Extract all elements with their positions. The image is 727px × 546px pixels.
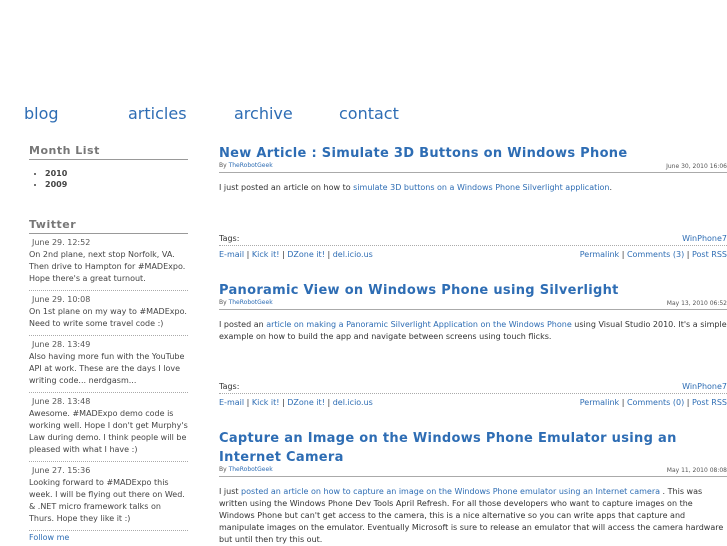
body-link[interactable]: simulate 3D buttons on a Windows Phone Silverlight application (353, 183, 610, 192)
kick-it-link[interactable]: Kick it! (251, 398, 280, 407)
comments-link[interactable]: Comments (3) (626, 250, 685, 259)
dzone-link[interactable]: DZone it! (287, 398, 325, 407)
nav-archive[interactable]: archive (234, 104, 293, 123)
post-body (219, 182, 727, 194)
author-link[interactable]: TheRobotGeek (228, 162, 273, 169)
month-list (29, 168, 188, 190)
email-link[interactable]: E-mail (219, 250, 245, 259)
month-link-2010[interactable]: 2010 (45, 169, 68, 178)
tweet-text: Also having more fun with the YouTube API at work. These are the days I love writing code... nerdgasm... (29, 352, 185, 385)
byline-by: By (219, 466, 227, 473)
body-text: I just (219, 487, 242, 496)
post-title-link[interactable]: New Article : Simulate 3D Buttons on Windows Phone (219, 146, 628, 161)
author-link[interactable]: TheRobotGeek (228, 299, 273, 306)
post-byline (219, 299, 727, 310)
permalink-link[interactable]: Permalink (579, 250, 620, 259)
tweet-time: June 29. 12:52 (32, 238, 91, 247)
kick-it-link[interactable]: Kick it! (251, 250, 280, 259)
author-link[interactable]: TheRobotGeek (228, 466, 273, 473)
permalink-link[interactable]: Permalink (579, 398, 620, 407)
tweet-time: June 27. 15:36 (32, 466, 91, 475)
body-link[interactable]: article on making a Panoramic Silverlight Application on the Windows Phone (266, 320, 572, 329)
tags-label: Tags: (219, 382, 240, 391)
post-body (219, 486, 727, 546)
body-text: I posted an (219, 320, 267, 329)
post-date: June 30, 2010 16:06 (666, 163, 727, 170)
month-link-2009[interactable]: 2009 (45, 180, 68, 189)
tweet-item (29, 393, 188, 462)
delicious-link[interactable]: del.icio.us (332, 398, 373, 407)
post-rss-link[interactable]: Post RSS (692, 398, 727, 407)
tweet-text: On 2nd plane, next stop Norfolk, VA. Then drive to Hampton for #MADExpo. Hope there's a great turnout. (29, 250, 186, 283)
tweet-time: June 28. 13:49 (32, 340, 91, 349)
tweet-item (29, 234, 188, 291)
body-text: . This was written using the Windows Phone Dev Tools April Refresh. For all those developers who want to capture images on the Windows Phone but can't get access to the camera, this is a nice alternative so you can write apps that capture and manipulate images on the emulator. Eventually Microsoft is sure to release an emulator that will access the camera hardware but until then try this out. (219, 487, 724, 544)
byline-by: By (219, 299, 227, 306)
follow-me-link[interactable]: Follow me (29, 533, 70, 542)
body-text: . (609, 183, 612, 192)
post (219, 142, 727, 259)
dzone-link[interactable]: DZone it! (287, 250, 325, 259)
body-link[interactable]: posted an article on how to capture an image on the Windows Phone emulator using an Internet camera (241, 487, 661, 496)
post-title-link[interactable]: Capture an Image on the Windows Phone Emulator using an Internet Camera (219, 431, 677, 465)
email-link[interactable]: E-mail (219, 398, 245, 407)
tweet-text: Looking forward to #MADExpo this week. I will be flying out there on Wed. & .NET micro framework talks on Thurs. Hope they like it :) (29, 478, 185, 523)
post (219, 427, 727, 546)
post-links: Permalink | Comments (0) | Post RSS (579, 398, 727, 407)
month-list-title: Month List (29, 144, 188, 160)
post-tags (219, 234, 727, 246)
body-text: using Visual Studio 2010. It's a simple example on how to build the app and navigate between screens using touch flicks. (219, 320, 727, 341)
tweet-item (29, 291, 188, 336)
tags-label: Tags: (219, 234, 240, 243)
tag-link[interactable]: WinPhone7 (682, 382, 727, 391)
tweet-time: June 29. 10:08 (32, 295, 91, 304)
tweet-time: June 28. 13:48 (32, 397, 91, 406)
tweet-text: On 1st plane on my way to #MADExpo. Need to write some travel code :) (29, 307, 187, 328)
post-date: May 13, 2010 06:52 (666, 300, 727, 307)
tweet-item (29, 462, 188, 531)
post (219, 279, 727, 407)
tag-link[interactable]: WinPhone7 (682, 234, 727, 243)
post-tags (219, 382, 727, 394)
post-rss-link[interactable]: Post RSS (692, 250, 727, 259)
top-nav (0, 104, 727, 126)
post-actions: E-mail | Kick it! | DZone it! | del.icio.us Permalink | Comments (3) | Post RSS (219, 250, 727, 259)
post-date: May 11, 2010 08:08 (666, 467, 727, 474)
post-links: Permalink | Comments (3) | Post RSS (579, 250, 727, 259)
post-body (219, 319, 727, 343)
tweet-text: Awesome. #MADExpo demo code is working well. Hope I don't get Murphy's Law during demo. I think people will be pleased with what I have :) (29, 409, 188, 454)
byline-by: By (219, 162, 227, 169)
nav-contact[interactable]: contact (339, 104, 399, 123)
tweet-item (29, 336, 188, 393)
nav-blog[interactable]: blog (24, 104, 59, 123)
post-actions: E-mail | Kick it! | DZone it! | del.icio.us Permalink | Comments (0) | Post RSS (219, 398, 727, 407)
month-item (45, 168, 188, 179)
post-byline (219, 162, 727, 173)
post-title-link[interactable]: Panoramic View on Windows Phone using Silverlight (219, 283, 619, 298)
body-text: I just posted an article on how to (219, 183, 354, 192)
nav-articles[interactable]: articles (128, 104, 187, 123)
delicious-link[interactable]: del.icio.us (332, 250, 373, 259)
month-item (45, 179, 188, 190)
sidebar (29, 144, 188, 542)
post-byline (219, 466, 727, 477)
comments-link[interactable]: Comments (0) (626, 398, 685, 407)
twitter-title: Twitter (29, 218, 188, 234)
